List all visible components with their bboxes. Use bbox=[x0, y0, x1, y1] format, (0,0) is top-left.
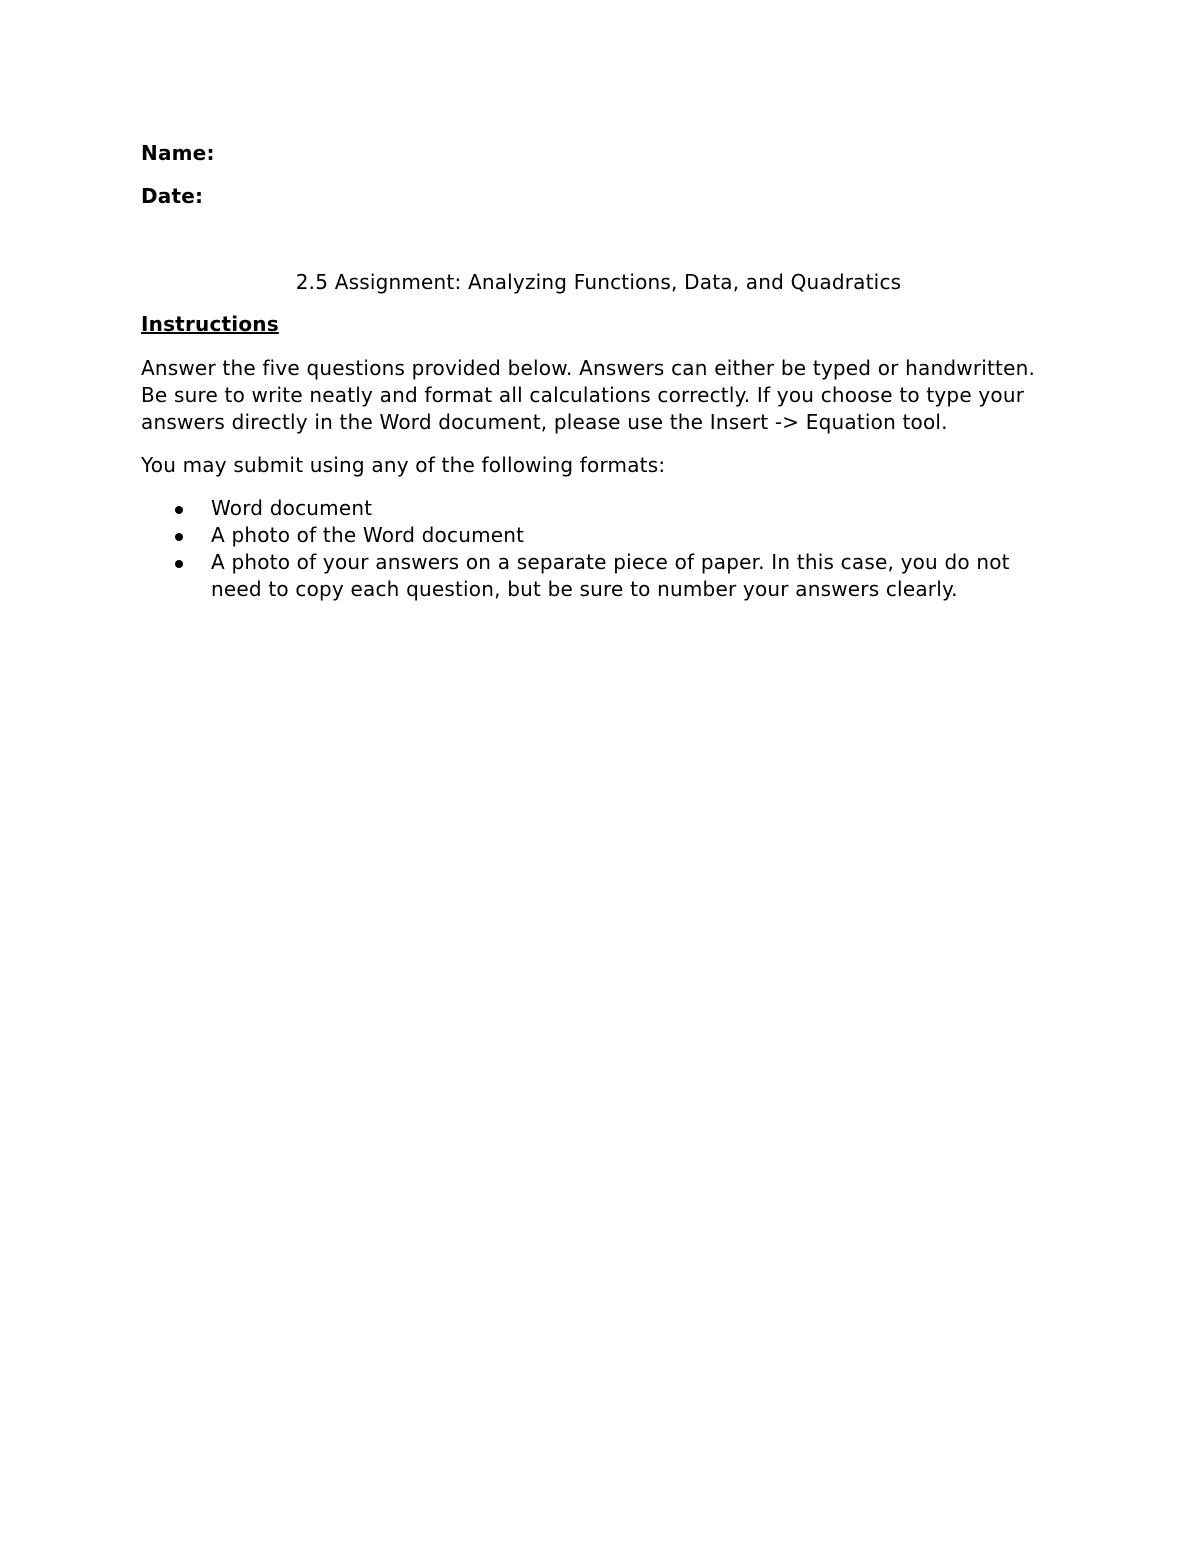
bullet-icon bbox=[175, 533, 183, 541]
list-item bbox=[141, 522, 1051, 549]
formats-list bbox=[141, 495, 1061, 603]
bullet-icon bbox=[175, 560, 183, 568]
assignment-title: 2.5 Assignment: Analyzing Functions, Data, and Quadratics bbox=[295, 270, 902, 294]
list-item-text: Word document bbox=[211, 496, 373, 520]
list-item bbox=[141, 549, 1051, 603]
bullet-icon bbox=[175, 506, 183, 514]
name-label: Name: bbox=[141, 141, 215, 165]
list-item-text: A photo of your answers on a separate piece of paper. In this case, you do not need to copy each question, but be sure to number your answers clearly. bbox=[211, 550, 1010, 601]
document-content bbox=[141, 140, 1061, 603]
instructions-heading: Instructions bbox=[141, 312, 279, 336]
formats-intro: You may submit using any of the following formats: bbox=[141, 453, 666, 477]
date-label: Date: bbox=[141, 184, 204, 208]
instructions-paragraph: Answer the five questions provided below. Answers can either be typed or handwritten. Be sure to write neatly and format all calculations correctly. If you choose to type your answers directly in the Word document, please use the Insert -> Equation tool. bbox=[141, 356, 1036, 434]
list-item bbox=[141, 495, 1051, 522]
list-item-text: A photo of the Word document bbox=[211, 523, 525, 547]
